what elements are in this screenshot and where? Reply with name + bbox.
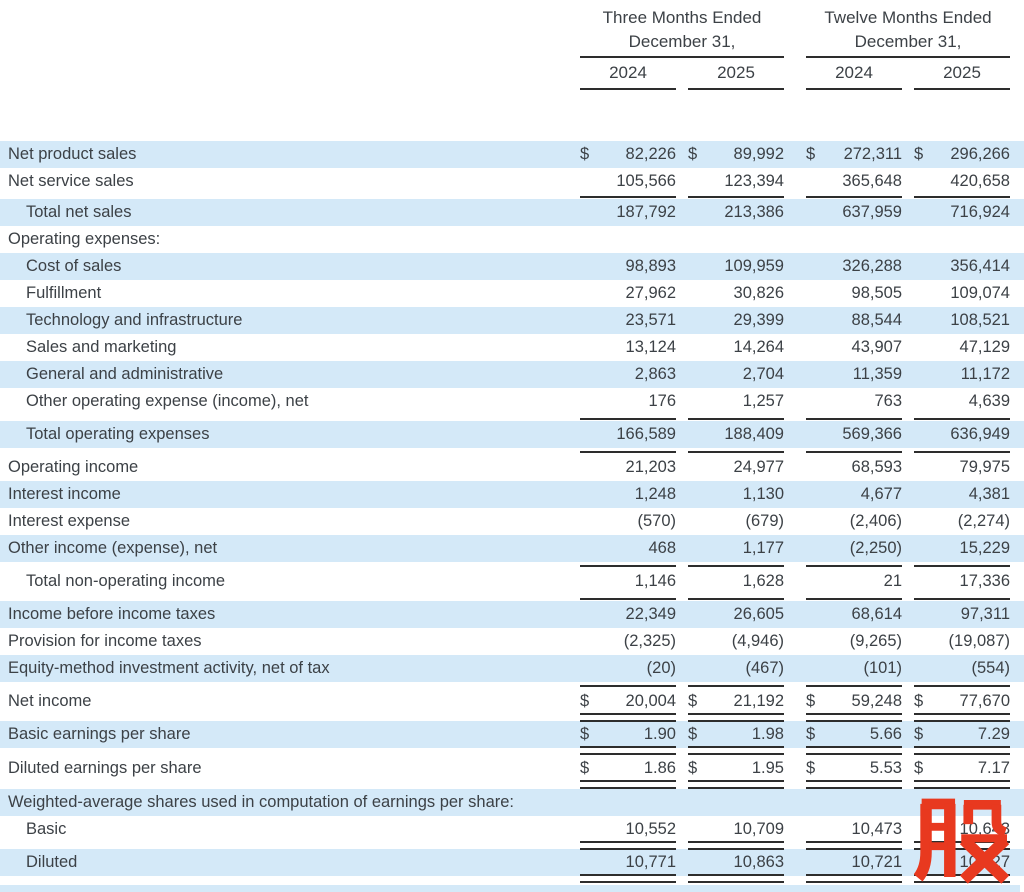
cell-fy [914,601,1010,628]
table-row [0,481,1024,508]
currency-symbol: $ [914,692,924,710]
year-headers [806,61,1010,90]
cell-value: 10,771 [625,853,676,871]
cell-q4 [580,535,676,562]
row-label: Net product sales [8,145,137,163]
cell-fy [914,253,1010,280]
cell-value: 1,130 [742,485,784,503]
cell-fy [914,628,1010,655]
currency-symbol: $ [580,692,590,710]
cell-q4 [688,421,784,448]
row-label: Net income [8,692,92,710]
cell-value: 123,394 [724,172,784,190]
cell-value: 4,677 [860,485,902,503]
table-row [0,168,1024,195]
cell-value: (20) [646,659,676,677]
cell-value: (4,946) [731,632,784,650]
cell-value: 43,907 [851,338,902,356]
cell-fy [806,280,902,307]
cell-value: 1.95 [751,759,784,777]
cell-value: 21,192 [733,692,784,710]
cell-q4 [580,334,676,361]
cell-value: 10,473 [851,820,902,838]
row-label: Provision for income taxes [8,632,202,650]
cell-q4 [580,454,676,481]
cell-fy [806,721,902,748]
table-rows [0,141,1024,876]
cell-q4 [580,253,676,280]
currency-symbol: $ [914,725,924,743]
table-row [0,755,1024,782]
cell-q4 [688,199,784,226]
cell-value: 22,349 [625,605,676,623]
table-row [0,307,1024,334]
currency-symbol: $ [688,145,698,163]
cell-value: 82,226 [625,145,676,163]
table-row [0,721,1024,748]
cell-q4 [580,508,676,535]
cell-q4 [688,280,784,307]
cell-value: 7.17 [977,759,1010,777]
cell-value: 1.90 [643,725,676,743]
cell-q4 [688,535,784,562]
cell-value: 1,146 [634,572,676,590]
cell-value: 1.98 [751,725,784,743]
cell-q4 [580,568,676,595]
col-group-title [806,6,1010,58]
cell-q4 [688,307,784,334]
cell-fy [914,508,1010,535]
cell-value: 79,975 [959,458,1010,476]
cell-q4 [688,481,784,508]
currency-symbol: $ [806,692,816,710]
cell-q4 [688,253,784,280]
cell-value: 569,366 [842,425,902,443]
cell-fy [914,568,1010,595]
cell-q4 [688,361,784,388]
cell-fy [914,655,1010,682]
cell-value: 10,827 [959,853,1010,871]
row-label: Diluted earnings per share [8,759,202,777]
cell-value: 7.29 [977,725,1010,743]
cell-value: 68,614 [851,605,902,623]
cell-value: 10,721 [851,853,902,871]
row-label: Total operating expenses [26,425,210,443]
cell-value: 11,359 [852,365,902,383]
table-row [0,199,1024,226]
cell-fy [806,361,902,388]
cell-fy [806,755,902,782]
cell-q4 [580,816,676,843]
cell-fy [806,568,902,595]
cell-value: 166,589 [616,425,676,443]
table-row [0,388,1024,415]
row-label: General and administrative [26,365,224,383]
cell-fy [914,481,1010,508]
cell-value: 20,004 [625,692,676,710]
cell-fy [914,688,1010,715]
cell-q4 [580,721,676,748]
cell-q4 [688,141,784,168]
cell-value: 17,336 [959,572,1010,590]
cell-q4 [580,849,676,876]
cell-value: 213,386 [724,203,784,221]
cell-value: 98,893 [625,257,676,275]
row-label: Operating income [8,458,139,476]
cell-fy [806,199,902,226]
year-headers [580,61,784,90]
cell-q4 [580,141,676,168]
cell-value: (101) [863,659,902,677]
row-label: Net service sales [8,172,134,190]
table-row [0,688,1024,715]
cell-value: 26,605 [733,605,784,623]
cell-fy [914,421,1010,448]
table-row [0,789,1024,816]
row-label: Income before income taxes [8,605,216,623]
cell-value: 4,381 [968,485,1010,503]
cell-value: 10,643 [959,820,1010,838]
table-row [0,816,1024,843]
cell-value: (2,325) [623,632,676,650]
row-label: Total net sales [26,203,132,221]
cell-q4 [580,388,676,415]
cell-value: 15,229 [959,539,1010,557]
row-label: Fulfillment [26,284,102,302]
cell-q4 [688,816,784,843]
currency-symbol: $ [806,725,816,743]
table-row [0,628,1024,655]
cell-q4 [688,655,784,682]
table-row [0,508,1024,535]
cell-value: 68,593 [851,458,902,476]
cell-value: 365,648 [842,172,902,190]
cell-value: 1.86 [643,759,676,777]
cell-value: 1,248 [634,485,676,503]
table-row [0,280,1024,307]
cell-fy [806,535,902,562]
cell-q4 [580,361,676,388]
cell-value: 10,552 [625,820,676,838]
cell-fy [806,655,902,682]
cell-fy [914,535,1010,562]
cell-q4 [580,688,676,715]
cell-fy [806,816,902,843]
cell-value: 187,792 [616,203,676,221]
year-label: 2024 [580,61,676,90]
bottom-partial-row [0,885,1020,892]
col-group-title-line2: December 31, [854,32,962,51]
table-row [0,655,1024,682]
cell-fy [914,334,1010,361]
cell-q4 [580,481,676,508]
cell-q4 [688,721,784,748]
cell-value: 13,124 [625,338,676,356]
cell-fy [806,849,902,876]
cell-value: 109,074 [950,284,1010,302]
cell-value: 23,571 [625,311,676,329]
cell-value: 296,266 [950,145,1010,163]
cell-q4 [688,508,784,535]
cell-value: 29,399 [733,311,784,329]
currency-symbol: $ [688,725,698,743]
cell-q4 [580,168,676,195]
cell-value: 636,949 [950,425,1010,443]
row-label: Other income (expense), net [8,539,218,557]
cell-value: 89,992 [733,145,784,163]
col-group-title-line1: Three Months Ended [602,8,762,27]
cell-value: 14,264 [733,338,784,356]
table-row [0,334,1024,361]
cell-value: (467) [745,659,784,677]
cell-fy [806,508,902,535]
cell-q4 [688,168,784,195]
cell-fy [806,253,902,280]
cell-fy [914,168,1010,195]
cell-value: 109,959 [724,257,784,275]
cell-value: 468 [648,539,676,557]
cell-fy [806,481,902,508]
watermark-stock-character [914,796,1012,884]
cell-value: (570) [637,512,676,530]
year-label: 2024 [806,61,902,90]
currency-symbol: $ [806,145,816,163]
cell-fy [914,755,1010,782]
row-label: Basic [26,820,67,838]
col-group-twelve-months [806,6,1010,90]
cell-fy [914,280,1010,307]
table-row [0,253,1024,280]
cell-q4 [688,628,784,655]
table-row [0,849,1024,876]
cell-value: (679) [745,512,784,530]
cell-value: 326,288 [842,257,902,275]
cell-value: 5.53 [869,759,902,777]
cell-value: 97,311 [960,605,1010,623]
table-row [0,535,1024,562]
cell-q4 [688,334,784,361]
cell-q4 [580,199,676,226]
table-row [0,601,1024,628]
row-label: Equity-method investment activity, net of tax [8,659,330,677]
cell-value: (554) [971,659,1010,677]
cell-fy [914,361,1010,388]
row-label: Interest expense [8,512,130,530]
table-row [0,454,1024,481]
cell-fy [806,628,902,655]
cell-value: 30,826 [733,284,784,302]
cell-fy [806,168,902,195]
cell-value: 763 [874,392,902,410]
cell-q4 [580,307,676,334]
cell-q4 [688,568,784,595]
col-group-three-months [580,6,784,90]
cell-q4 [580,601,676,628]
cell-fy [806,307,902,334]
cell-value: (2,406) [849,512,902,530]
cell-fy [806,421,902,448]
cell-fy [914,307,1010,334]
row-label: Cost of sales [26,257,122,275]
cell-q4 [688,755,784,782]
cell-q4 [580,421,676,448]
currency-symbol: $ [580,145,590,163]
row-label: Sales and marketing [26,338,177,356]
cell-q4 [688,849,784,876]
cell-value: 108,521 [950,311,1010,329]
cell-q4 [580,280,676,307]
cell-fy [806,454,902,481]
cell-value: 27,962 [625,284,676,302]
cell-value: 2,863 [634,365,676,383]
cell-value: 2,704 [742,365,784,383]
cell-value: 188,409 [724,425,784,443]
col-group-title [580,6,784,58]
year-label: 2025 [688,61,784,90]
cell-value: (19,087) [948,632,1010,650]
cell-value: 47,129 [959,338,1010,356]
cell-value: 176 [648,392,676,410]
cell-value: 356,414 [950,257,1010,275]
table-row [0,421,1024,448]
currency-symbol: $ [580,725,590,743]
cell-value: 1,628 [742,572,784,590]
cell-value: 10,709 [733,820,784,838]
cell-q4 [580,655,676,682]
cell-value: 21 [883,572,902,590]
cell-q4 [580,755,676,782]
cell-fy [806,388,902,415]
cell-value: 716,924 [950,203,1010,221]
table-row [0,141,1024,168]
cell-fy [806,334,902,361]
row-label: Basic earnings per share [8,725,191,743]
cell-value: 1,177 [742,539,784,557]
cell-value: 59,248 [851,692,902,710]
row-label: Weighted-average shares used in computation of earnings per share: [8,793,514,811]
currency-symbol: $ [914,145,924,163]
cell-value: 5.66 [869,725,902,743]
table-header [0,0,1024,100]
cell-q4 [688,601,784,628]
cell-value: (9,265) [849,632,902,650]
cell-fy [914,199,1010,226]
cell-fy [914,721,1010,748]
cell-q4 [580,628,676,655]
cell-value: (2,274) [957,512,1010,530]
currency-symbol: $ [580,759,590,777]
row-label: Diluted [26,853,78,871]
year-label: 2025 [914,61,1010,90]
cell-value: 637,959 [842,203,902,221]
cell-value: 98,505 [851,284,902,302]
cell-value: 21,203 [625,458,676,476]
currency-symbol: $ [688,692,698,710]
row-label: Other operating expense (income), net [26,392,309,410]
cell-value: 10,863 [733,853,784,871]
table-row [0,226,1024,253]
cell-value: (2,250) [849,539,902,557]
table-row [0,568,1024,595]
row-label: Operating expenses: [8,230,161,248]
col-group-title-line2: December 31, [628,32,736,51]
cell-value: 105,566 [616,172,676,190]
cell-fy [914,388,1010,415]
cell-value: 88,544 [851,311,902,329]
currency-symbol: $ [914,759,924,777]
cell-fy [806,141,902,168]
cell-q4 [688,688,784,715]
cell-fy [806,688,902,715]
cell-q4 [688,388,784,415]
currency-symbol: $ [806,759,816,777]
cell-value: 24,977 [733,458,784,476]
currency-symbol: $ [688,759,698,777]
cell-fy [806,601,902,628]
row-label: Interest income [8,485,121,503]
col-group-title-line1: Twelve Months Ended [824,8,992,27]
cell-fy [914,454,1010,481]
cell-value: 4,639 [968,392,1010,410]
cell-fy [914,141,1010,168]
cell-value: 77,670 [959,692,1010,710]
row-label: Total non-operating income [26,572,226,590]
cell-value: 272,311 [843,145,902,163]
cell-value: 11,172 [960,365,1010,383]
row-label: Technology and infrastructure [26,311,243,329]
cell-q4 [688,454,784,481]
cell-value: 420,658 [950,172,1010,190]
cell-value: 1,257 [742,392,784,410]
table-row [0,361,1024,388]
